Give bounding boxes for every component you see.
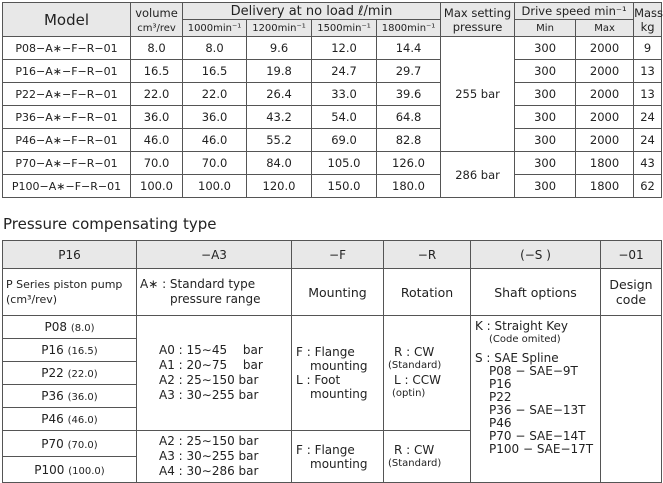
- mass-cell: 43: [634, 152, 662, 175]
- volume-cell: 46.0: [131, 129, 183, 152]
- spec-table: [2, 2, 662, 198]
- mass-cell: 24: [634, 106, 662, 129]
- model-cell: P08−A∗−F−R−01: [3, 37, 131, 60]
- pressure-range-label: A∗ : Standard type pressure range: [137, 269, 292, 316]
- header-max-pressure: Max setting pressure: [441, 3, 515, 37]
- delivery-cell: 180.0: [377, 175, 441, 198]
- code-design: −01: [601, 241, 662, 269]
- delivery-cell: 46.0: [183, 129, 247, 152]
- pressure-range-group-2: A2 : 25∼150 bar A3 : 30∼255 bar A4 : 30∼286 bar: [137, 431, 292, 483]
- max-speed-cell: 2000: [576, 37, 634, 60]
- model-cell: P46−A∗−F−R−01: [3, 129, 131, 152]
- table-row: [3, 60, 662, 83]
- table-row: [3, 83, 662, 106]
- pump-p46: P46 (46.0): [3, 408, 137, 431]
- header-drive-speed: Drive speed min⁻¹: [515, 3, 634, 20]
- delivery-cell: 8.0: [183, 37, 247, 60]
- header-model: Model: [3, 3, 131, 37]
- volume-cell: 22.0: [131, 83, 183, 106]
- delivery-cell: 24.7: [312, 60, 377, 83]
- delivery-cell: 70.0: [183, 152, 247, 175]
- volume-cell: 70.0: [131, 152, 183, 175]
- max-speed-cell: 2000: [576, 129, 634, 152]
- table-row: [3, 129, 662, 152]
- mass-cell: 24: [634, 129, 662, 152]
- delivery-cell: 100.0: [183, 175, 247, 198]
- delivery-cell: 84.0: [247, 152, 312, 175]
- min-speed-cell: 300: [515, 152, 576, 175]
- pump-p08: P08 (8.0): [3, 316, 137, 339]
- header-mass: Mass kg: [634, 3, 662, 37]
- delivery-cell: 39.6: [377, 83, 441, 106]
- min-speed-cell: 300: [515, 37, 576, 60]
- delivery-cell: 26.4: [247, 83, 312, 106]
- delivery-cell: 33.0: [312, 83, 377, 106]
- volume-cell: 8.0: [131, 37, 183, 60]
- mounting-group-1: F : Flange mounting L : Foot mounting: [292, 316, 384, 431]
- model-cell: P16−A∗−F−R−01: [3, 60, 131, 83]
- table-row: [3, 106, 662, 129]
- design-code-label: Design code: [601, 269, 662, 316]
- pump-p16: P16 (16.5): [3, 339, 137, 362]
- series-label: P Series piston pump (cm³/rev): [3, 269, 137, 316]
- rotation-group-2: R : CW (Standard): [384, 431, 471, 483]
- mass-cell: 62: [634, 175, 662, 198]
- delivery-cell: 43.2: [247, 106, 312, 129]
- min-speed-cell: 300: [515, 175, 576, 198]
- header-drive-min: Min: [515, 20, 576, 37]
- delivery-cell: 54.0: [312, 106, 377, 129]
- model-cell: P70−A∗−F−R−01: [3, 152, 131, 175]
- table-row: [3, 152, 662, 175]
- design-code-cell: [601, 316, 662, 483]
- model-cell: P22−A∗−F−R−01: [3, 83, 131, 106]
- pump-p100: P100 (100.0): [3, 457, 137, 483]
- pump-p36: P36 (36.0): [3, 385, 137, 408]
- min-speed-cell: 300: [515, 60, 576, 83]
- table-row: [3, 175, 662, 198]
- delivery-cell: 29.7: [377, 60, 441, 83]
- volume-cell: 36.0: [131, 106, 183, 129]
- table-row: [3, 37, 662, 60]
- mass-cell: 13: [634, 60, 662, 83]
- model-cell: P100−A∗−F−R−01: [3, 175, 131, 198]
- max-speed-cell: 2000: [576, 60, 634, 83]
- shaft-options: K : Straight Key (Code omited) S : SAE Spline P08 − SAE−9T P16 P22 P36 − SAE−13T P46 P70 − SAE−14T P100 − SAE−17T: [471, 316, 601, 483]
- max-speed-cell: 1800: [576, 152, 634, 175]
- delivery-cell: 64.8: [377, 106, 441, 129]
- rotation-group-1: R : CW (Standard) L : CCW (optin): [384, 316, 471, 431]
- code-shaft: (−S ): [471, 241, 601, 269]
- section-title: Pressure compensating type: [3, 215, 217, 233]
- pump-p70: P70 (70.0): [3, 431, 137, 457]
- code-series: P16: [3, 241, 137, 269]
- code-pressure: −A3: [137, 241, 292, 269]
- volume-cell: 16.5: [131, 60, 183, 83]
- max-speed-cell: 1800: [576, 175, 634, 198]
- shaft-options-label: Shaft options: [471, 269, 601, 316]
- delivery-cell: 9.6: [247, 37, 312, 60]
- max-speed-cell: 2000: [576, 83, 634, 106]
- delivery-cell: 69.0: [312, 129, 377, 152]
- header-speed-1800: 1800min⁻¹: [377, 20, 441, 37]
- header-speed-1500: 1500min⁻¹: [312, 20, 377, 37]
- code-mounting: −F: [292, 241, 384, 269]
- min-speed-cell: 300: [515, 83, 576, 106]
- mass-cell: 9: [634, 37, 662, 60]
- delivery-cell: 19.8: [247, 60, 312, 83]
- code-table: [2, 240, 662, 483]
- pump-p22: P22 (22.0): [3, 362, 137, 385]
- max-speed-cell: 2000: [576, 106, 634, 129]
- delivery-cell: 82.8: [377, 129, 441, 152]
- volume-cell: 100.0: [131, 175, 183, 198]
- delivery-cell: 36.0: [183, 106, 247, 129]
- pressure-range-group-1: A0 : 15∼45 bar A1 : 20∼75 bar A2 : 25∼150 bar A3 : 30∼255 bar: [137, 316, 292, 431]
- delivery-cell: 105.0: [312, 152, 377, 175]
- header-speed-1000: 1000min⁻¹: [183, 20, 247, 37]
- delivery-cell: 22.0: [183, 83, 247, 106]
- code-rotation: −R: [384, 241, 471, 269]
- delivery-cell: 16.5: [183, 60, 247, 83]
- min-speed-cell: 300: [515, 106, 576, 129]
- model-cell: P36−A∗−F−R−01: [3, 106, 131, 129]
- rotation-label: Rotation: [384, 269, 471, 316]
- max-pressure-cell: 286 bar: [441, 152, 515, 198]
- header-delivery: Delivery at no load ℓ/min: [183, 3, 441, 20]
- delivery-cell: 14.4: [377, 37, 441, 60]
- mounting-label: Mounting: [292, 269, 384, 316]
- header-speed-1200: 1200min⁻¹: [247, 20, 312, 37]
- delivery-cell: 150.0: [312, 175, 377, 198]
- delivery-cell: 126.0: [377, 152, 441, 175]
- header-drive-max: Max: [576, 20, 634, 37]
- max-pressure-cell: 255 bar: [441, 37, 515, 152]
- delivery-cell: 120.0: [247, 175, 312, 198]
- delivery-cell: 55.2: [247, 129, 312, 152]
- mass-cell: 13: [634, 83, 662, 106]
- delivery-cell: 12.0: [312, 37, 377, 60]
- min-speed-cell: 300: [515, 129, 576, 152]
- mounting-group-2: F : Flange mounting: [292, 431, 384, 483]
- header-volume: volume cm³/rev: [131, 3, 183, 37]
